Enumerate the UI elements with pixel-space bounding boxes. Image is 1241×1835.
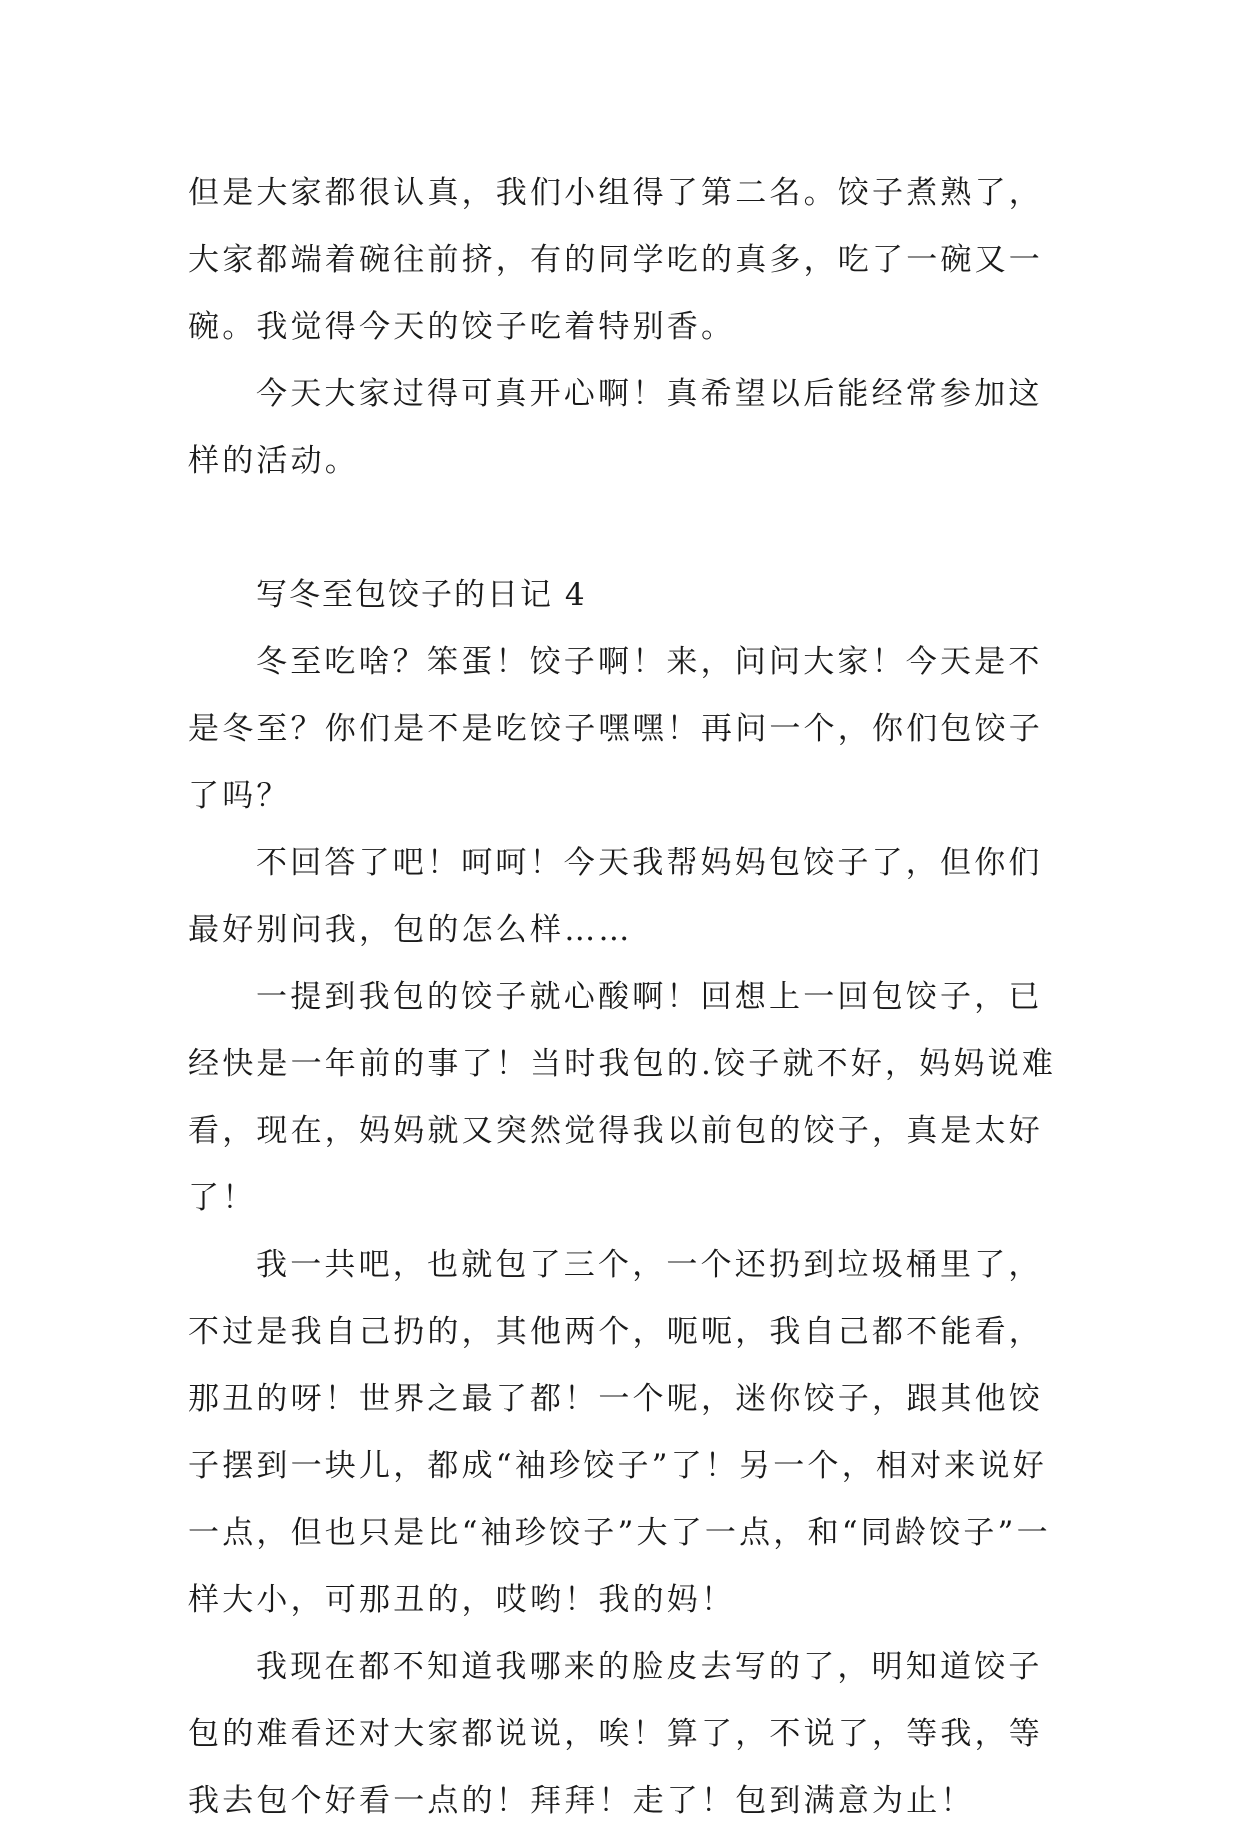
paragraph-continued: 但是大家都很认真，我们小组得了第二名。饺子煮熟了，大家都端着碗往前挤，有的同学吃的真多，吃了一碗又一碗。我觉得今天的饺子吃着特别香。: [188, 175, 1043, 345]
document-body: [188, 160, 1068, 1835]
paragraph-closing: 今天大家过得可真开心啊！真希望以后能经常参加这样的活动。: [188, 376, 1043, 479]
section-paragraph-4: 我一共吧，也就包了三个，一个还扔到垃圾桶里了，不过是我自己扔的，其他两个，呃呃，我自己都不能看，那丑的呀！世界之最了都！一个呢，迷你饺子，跟其他饺子摆到一块儿，都成“袖珍饺子”了！另一个，相对来说好一点，但也只是比“袖珍饺子”大了一点，和“同龄饺子”一样大小，可那丑的，哎哟！我的妈！: [188, 1247, 1051, 1618]
section-paragraph-3: 一提到我包的饺子就心酸啊！回想上一回包饺子，已经快是一年前的事了！当时我包的.饺子就不好，妈妈说难看，现在，妈妈就又突然觉得我以前包的饺子，真是太好了！: [188, 979, 1057, 1216]
section-title: 写冬至包饺子的日记 4: [256, 577, 587, 613]
section-paragraph-1: 冬至吃啥？笨蛋！饺子啊！来，问问大家！今天是不是冬至？你们是不是吃饺子嘿嘿！再问一个，你们包饺子了吗？: [188, 644, 1043, 814]
section-paragraph-5: 我现在都不知道我哪来的脸皮去写的了，明知道饺子包的难看还对大家都说说，唉！算了，不说了，等我，等我去包个好看一点的！拜拜！走了！包到满意为止！: [188, 1649, 1043, 1819]
section-paragraph-2: 不回答了吧！呵呵！今天我帮妈妈包饺子了，但你们最好别问我，包的怎么样……: [188, 845, 1043, 948]
section-spacer: [188, 495, 1068, 562]
